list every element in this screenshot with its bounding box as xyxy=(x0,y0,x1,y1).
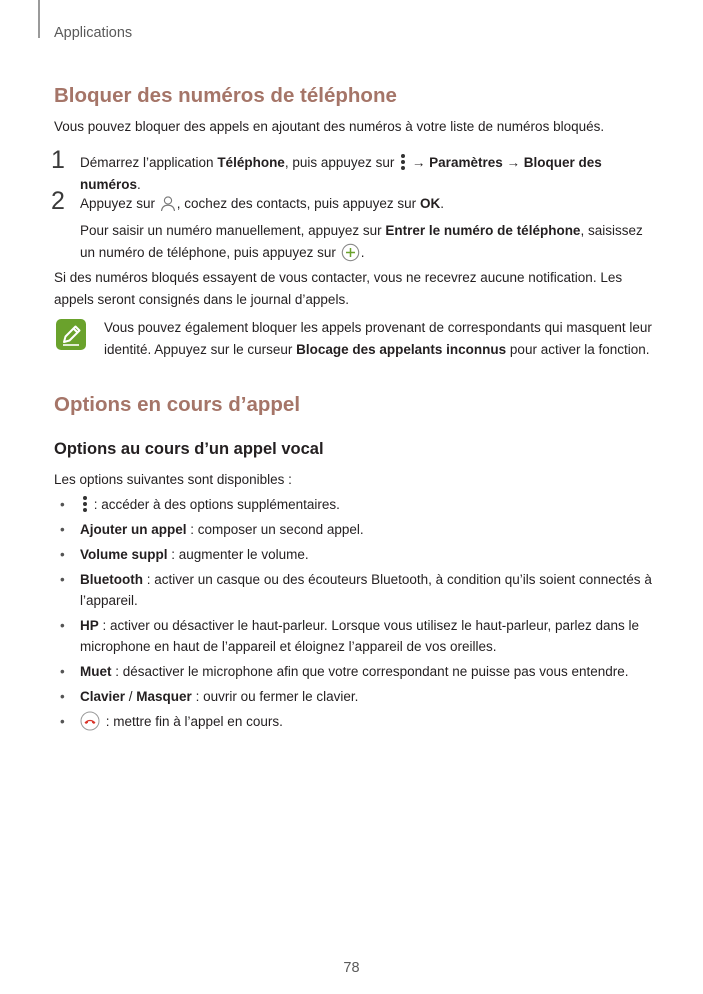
list-item: • Ajouter un appel : composer un second appel. xyxy=(60,522,364,537)
header-rule xyxy=(38,0,40,38)
more-options-icon xyxy=(82,495,88,513)
list-item: • : accéder à des options supplémentaires. xyxy=(60,497,340,512)
list-item: • Volume suppl : augmenter le volume. xyxy=(60,547,309,562)
section-title-block-numbers: Bloquer des numéros de téléphone xyxy=(54,84,397,107)
note-text: Vous pouvez également bloquer les appels provenant de correspondants qui masquent leur identité. Appuyez sur le curseur Blocage des appelants inconnus pour activer la fonction. xyxy=(104,320,652,357)
list-item: • Clavier / Masquer : ouvrir ou fermer le clavier. xyxy=(60,689,359,704)
note-icon xyxy=(55,318,87,356)
add-icon xyxy=(341,243,360,269)
list-item: • HP : activer ou désactiver le haut-parleur. Lorsque vous utilisez le haut-parleur, parlez dans le microphone en haut de l’appareil et éloignez l’appareil de vos oreilles. xyxy=(60,618,640,654)
list-item: • Muet : désactiver le microphone afin que votre correspondant ne puisse pas vous entendre. xyxy=(60,664,629,679)
list-item: • : mettre fin à l’appel en cours. xyxy=(54,711,654,737)
options-intro: Les options suivantes sont disponibles : xyxy=(54,472,292,487)
step-2-number: 2 xyxy=(51,187,65,215)
section-title-in-call: Options en cours d’appel xyxy=(54,393,301,416)
in-call-options-list xyxy=(54,494,654,741)
more-options-icon xyxy=(400,153,406,171)
end-call-icon xyxy=(80,711,100,737)
step-2-subtext: Pour saisir un numéro manuellement, appuyez sur Entrer le numéro de téléphone, saisissez un numéro de téléphone, puis appuyez sur . xyxy=(80,220,660,269)
step-2-text: Appuyez sur , cochez des contacts, puis appuyez sur OK. xyxy=(80,193,660,219)
blocked-info-paragraph: Si des numéros bloqués essayent de vous contacter, vous ne recevrez aucune notification. Les appels seront consignés dans le journal d’appels. xyxy=(54,270,623,307)
list-item: • Bluetooth : activer un casque ou des écouteurs Bluetooth, à condition qu’ils soient connectés à l’appareil. xyxy=(60,572,652,608)
step-1-number: 1 xyxy=(51,146,65,174)
block-intro: Vous pouvez bloquer des appels en ajoutant des numéros à votre liste de numéros bloqués. xyxy=(54,119,605,134)
header-section-label: Applications xyxy=(54,25,133,41)
step-1-text: Démarrez l’application Téléphone, puis appuyez sur → Paramètres → Bloquer des numéros. xyxy=(80,155,602,192)
contact-icon xyxy=(160,195,176,219)
page-number: 78 xyxy=(343,960,360,976)
subsection-title-voice-call: Options au cours d’un appel vocal xyxy=(54,440,324,458)
